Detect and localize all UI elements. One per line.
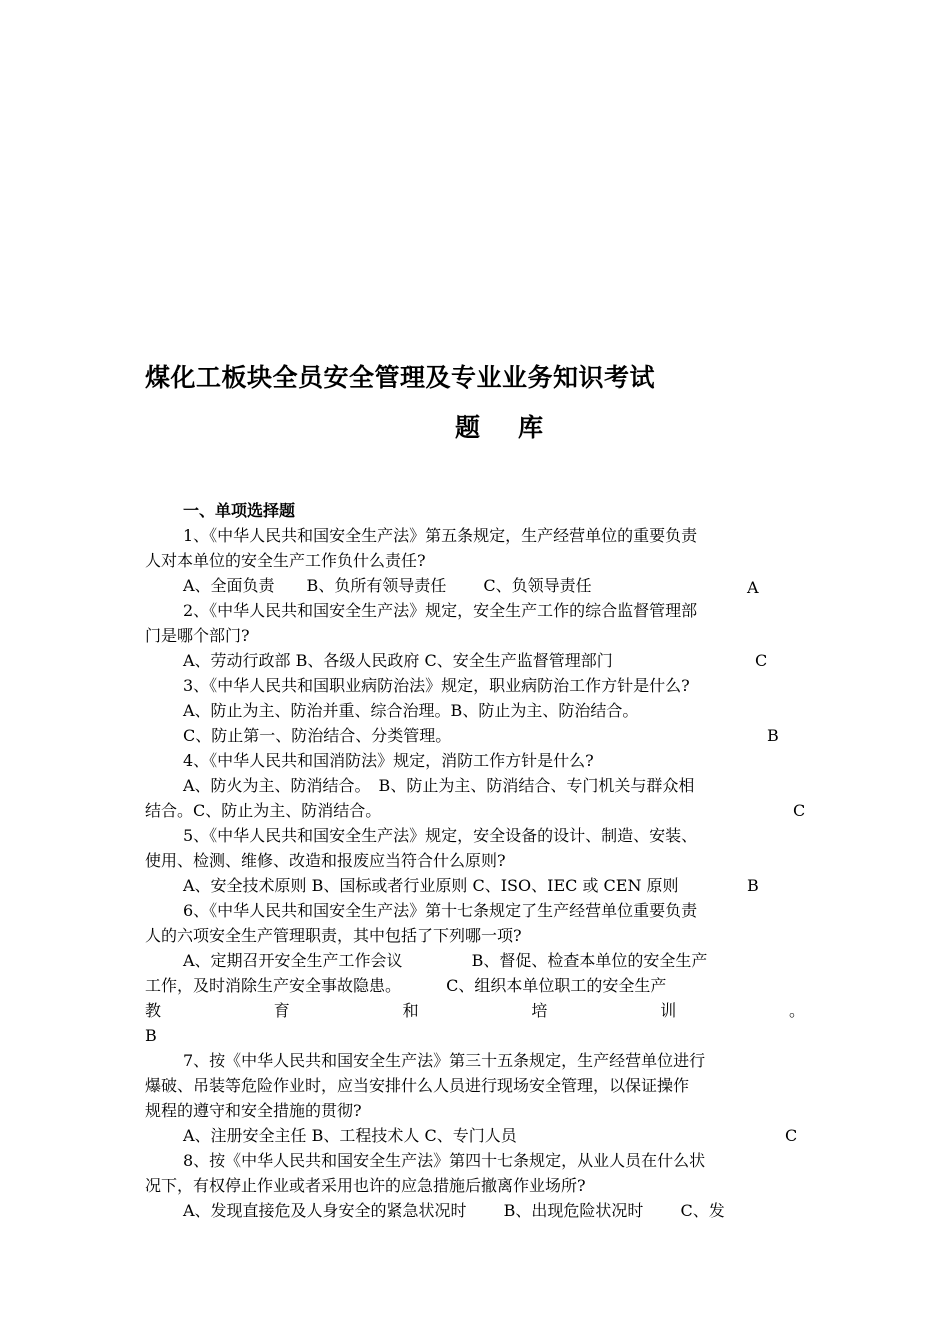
document-subtitle <box>455 408 543 444</box>
question-3-line-1: 3、《中华人民共和国职业病防治法》规定，职业病防治工作方针是什么? <box>183 676 690 695</box>
question-1-line-2: 人对本单位的安全生产工作负什么责任? <box>145 551 426 570</box>
question-2-line-2: 门是哪个部门? <box>145 626 250 645</box>
subtitle-char-2: 库 <box>518 413 544 442</box>
question-1-options: A、全面负责 B、负所有领导责任 C、负领导责任 <box>183 576 592 595</box>
question-3-answer: B <box>767 726 779 745</box>
question-2-options: A、劳动行政部 B、各级人民政府 C、安全生产监督管理部门 <box>183 651 613 670</box>
q6-word-3: 和 <box>402 1001 419 1020</box>
q6-word-5: 训 <box>660 1001 677 1020</box>
question-4-answer: C <box>793 801 806 820</box>
question-4-line-1: 4、《中华人民共和国消防法》规定，消防工作方针是什么? <box>183 751 594 770</box>
question-7-line-3: 规程的遵守和安全措施的贯彻? <box>145 1101 362 1120</box>
subtitle-char-1: 题 <box>455 413 481 442</box>
question-7-line-1: 7、按《中华人民共和国安全生产法》第三十五条规定，生产经营单位进行 <box>183 1051 706 1070</box>
question-1-line-1: 1、《中华人民共和国安全生产法》第五条规定，生产经营单位的重要负责 <box>183 526 698 545</box>
question-8-options: A、发现直接危及人身安全的紧急状况时 B、出现危险状况时 C、发 <box>183 1201 725 1220</box>
question-6-options-3 <box>145 1001 805 1021</box>
question-4-options-2: 结合。C、防止为主、防消结合。 <box>145 801 382 820</box>
question-6-answer: B <box>145 1026 157 1045</box>
question-2-answer: C <box>755 651 768 670</box>
question-8-line-2: 况下，有权停止作业或者采用也许的应急措施后撤离作业场所? <box>145 1176 586 1195</box>
question-7-answer: C <box>785 1126 798 1145</box>
question-1-answer: A <box>747 578 759 597</box>
question-3-options-2: C、防止第一、防治结合、分类管理。 <box>183 726 452 745</box>
question-6-options-2: 工作，及时消除生产安全事故隐患。 C、组织本单位职工的安全生产 <box>145 976 667 995</box>
question-4-options-1: A、防火为主、防消结合。 B、防止为主、防消结合、专门机关与群众相 <box>183 776 695 795</box>
section-heading: 一、单项选择题 <box>183 501 296 520</box>
question-5-line-2: 使用、检测、维修、改造和报废应当符合什么原则? <box>145 851 506 870</box>
question-7-options: A、注册安全主任 B、工程技术人 C、专门人员 <box>183 1126 517 1145</box>
question-3-options-1: A、防止为主、防治并重、综合治理。B、防止为主、防治结合。 <box>183 701 639 720</box>
question-6-line-2: 人的六项安全生产管理职责，其中包括了下列哪一项? <box>145 926 522 945</box>
question-8-line-1: 8、按《中华人民共和国安全生产法》第四十七条规定，从业人员在什么状 <box>183 1151 706 1170</box>
question-6-line-1: 6、《中华人民共和国安全生产法》第十七条规定了生产经营单位重要负责 <box>183 901 698 920</box>
question-2-line-1: 2、《中华人民共和国安全生产法》规定，安全生产工作的综合监督管理部 <box>183 601 698 620</box>
document-title: 煤化工板块全员安全管理及专业业务知识考试 <box>145 363 656 392</box>
q6-word-1: 教 <box>145 1001 162 1020</box>
q6-word-4: 培 <box>531 1001 548 1020</box>
question-5-answer: B <box>747 876 759 895</box>
q6-word-2: 育 <box>273 1001 290 1020</box>
question-5-line-1: 5、《中华人民共和国安全生产法》规定，安全设备的设计、制造、安装、 <box>183 826 698 845</box>
question-5-options: A、安全技术原则 B、国标或者行业原则 C、ISO、IEC 或 CEN 原则 <box>183 876 679 895</box>
q6-word-6: 。 <box>788 1001 805 1020</box>
question-6-options-1: A、定期召开安全生产工作会议 B、督促、检查本单位的安全生产 <box>183 951 708 970</box>
question-7-line-2: 爆破、吊装等危险作业时，应当安排什么人员进行现场安全管理，以保证操作 <box>145 1076 690 1095</box>
